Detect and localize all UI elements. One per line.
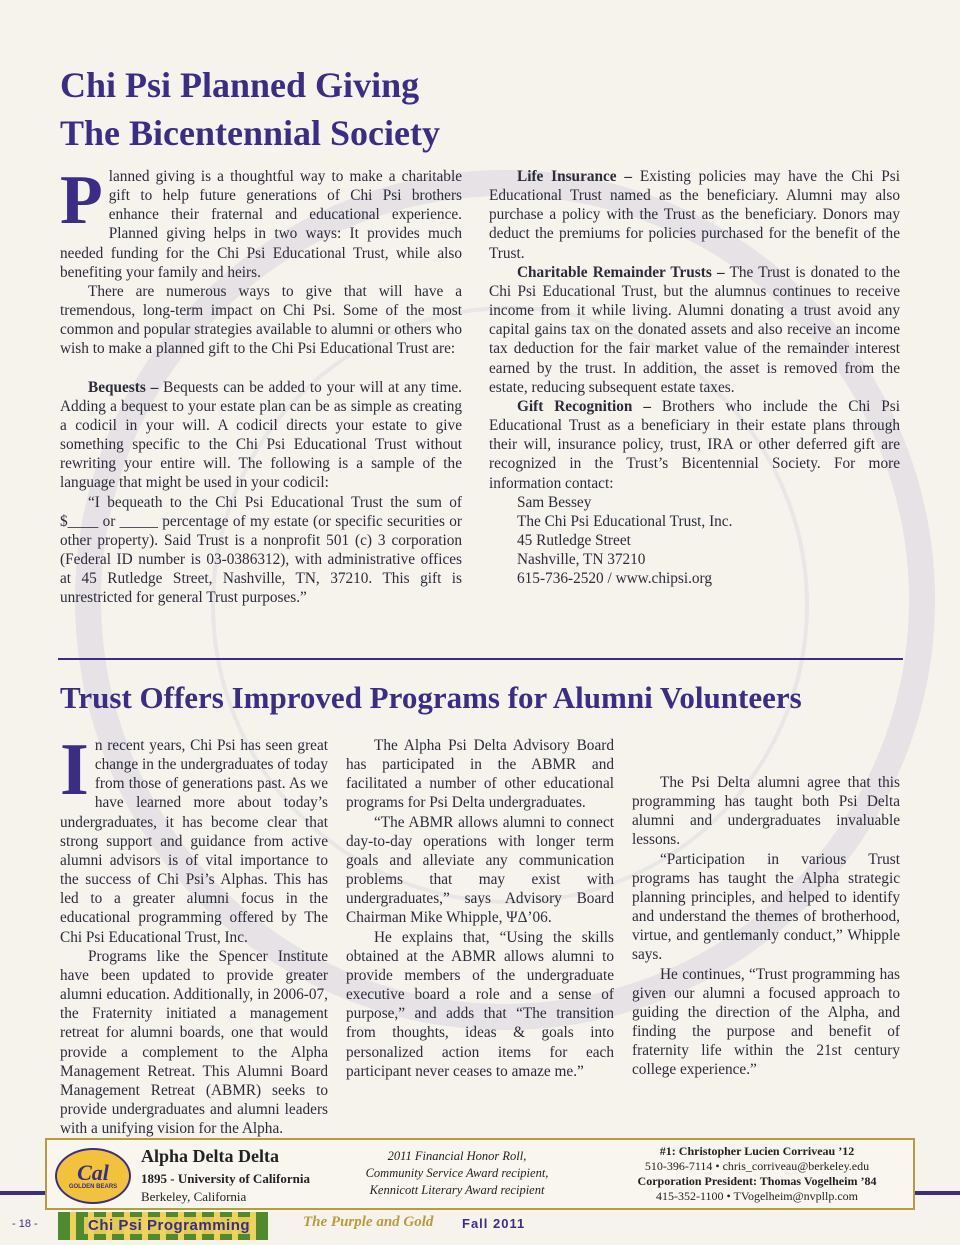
article2-column-3 xyxy=(632,773,900,1080)
chapter-contacts xyxy=(607,1144,907,1204)
gift-recognition-label: Gift Recognition – xyxy=(517,397,651,415)
life-insurance-paragraph: Life Insurance – Existing policies may have the Chi Psi Educational Trust named as the beneficiary. Alumni may also purchase a policy with the Trust as the beneficiary. Donors may deduct the premiums for policies purchased for the benefit of the Trust. xyxy=(489,168,900,262)
contact-block xyxy=(517,493,900,589)
contact-phone-web: 615-736-2520 / www.chipsi.org xyxy=(517,570,713,588)
life-insurance-label: Life Insurance – xyxy=(517,168,633,185)
publication-name: The Purple and Gold xyxy=(303,1214,434,1230)
article-title-line1: Chi Psi Planned Giving xyxy=(60,65,420,105)
drop-cap: P xyxy=(60,162,103,239)
issue-label: Fall 2011 xyxy=(462,1216,526,1231)
contact-street: 45 Rutledge Street xyxy=(517,531,631,549)
chapter-box xyxy=(45,1138,915,1210)
section-bar xyxy=(58,1212,268,1240)
article2-paragraph: He explains that, “Using the skills obtained at the ABMR allows alumni to provide members of the undergraduate executive board a role and a sense of purpose,” and adds that “The transition from thoughts, ideas & goals into personalized action items for each participant never ceases to amaze me.” xyxy=(346,928,614,1080)
cal-logo: Cal GOLDEN BEARS xyxy=(55,1148,131,1204)
article2-paragraph: Programs like the Spencer Institute have been updated to provide greater alumni education. Additionally, in 2006-07, the Fraternity initiated a management retreat for alumni boards, one that would provide a complement to the Alpha Management Retreat. This Alumni Board Management Retreat (ABMR) seeks to provide undergraduates and alumni leaders with a unifying vision for the Alpha. xyxy=(60,947,328,1138)
rank-contact: 510-396-7114 • chris_corriveau@berkeley.edu xyxy=(644,1159,870,1173)
section-label: Chi Psi Programming xyxy=(84,1217,254,1234)
president-contact: 415-352-1100 • TVogelheim@nvpllp.com xyxy=(655,1189,858,1203)
article2-intro: In recent years, Chi Psi has seen great change in the undergraduates of today from those of generations past. As we have learned more about today’s undergraduates, it has become clear that strong support and guidance from active alumni advisors is of vital importance to the success of Chi Psi’s Alphas. This has led to a greater alumni focus in the educational programming offered by The Chi Psi Educational Trust, Inc. xyxy=(60,729,328,946)
contact-city: Nashville, TN 37210 xyxy=(517,551,646,569)
chapter-name: Alpha Delta Delta xyxy=(141,1146,279,1166)
article1-column-left xyxy=(60,162,462,607)
crt-label: Charitable Remainder Trusts – xyxy=(517,263,725,281)
article1-column-right xyxy=(489,167,900,588)
section-divider xyxy=(58,658,903,660)
article2-title: Trust Offers Improved Programs for Alumni Volunteers xyxy=(60,680,802,715)
article1-paragraph: There are numerous ways to give that will have a tremendous, long-term impact on Chi Psi. Some of the most common and popular strategies available to alumni or others who wish to make a planned gift to the Chi Psi Educational Trust are: xyxy=(60,282,462,358)
contact-org: The Chi Psi Educational Trust, Inc. xyxy=(517,512,733,530)
chapter-info xyxy=(141,1146,310,1205)
article2-paragraph: “The ABMR allows alumni to connect day-to-day operations with longer term goals and alleviate any communication problems that may exist with undergraduates,” says Advisory Board Chairman Mike Whipple, ΨΔ’06. xyxy=(346,813,614,927)
drop-cap: I xyxy=(60,729,89,811)
article2-paragraph: The Alpha Psi Delta Advisory Board has participated in the ABMR and facilitated a number of other educational programs for Psi Delta undergraduates. xyxy=(346,737,614,812)
article2-column-2 xyxy=(346,736,614,1081)
article1-intro: Planned giving is a thoughtful way to make a charitable gift to help future generations of Chi Psi brothers enhance their fraternal and educational experience. Planned giving helps in two ways: It provides much needed funding for the Chi Psi Educational Trust, while also benefiting your family and heirs. xyxy=(60,162,462,281)
rank-line: #1: Christopher Lucien Corriveau ’12 xyxy=(659,1144,855,1158)
president-line: Corporation President: Thomas Vogelheim ’84 xyxy=(637,1174,877,1188)
chapter-location: Berkeley, California xyxy=(141,1189,247,1204)
article2-paragraph: The Psi Delta alumni agree that this programming has taught both Psi Delta alumni and undergraduates invaluable lessons. xyxy=(632,774,900,849)
article2-paragraph: He continues, “Trust programming has given our alumni a focused approach to guiding the direction of the Alpha, and finding the purpose and benefit of fraternity life within the 21st century college experience.” xyxy=(632,965,900,1079)
chapter-honors: 2011 Financial Honor Roll, Community Service Award recipient, Kennicott Literary Award recipient xyxy=(365,1149,549,1197)
contact-name: Sam Bessey xyxy=(517,493,592,511)
bequests-label: Bequests – xyxy=(88,378,159,396)
article-title-line2: The Bicentennial Society xyxy=(60,113,440,153)
codicil-quote: “I bequeath to the Chi Psi Educational Trust the sum of $____ or _____ percentage of my estate (or specific securities or other property). Said Trust is a nonprofit 501 (c) 3 corporation (Federal ID number is 03-0386312), with administrative offices at 45 Rutledge Street, Nashville, TN, 37210. This gift is unrestricted for general Trust purposes.” xyxy=(60,493,462,607)
gift-recognition-paragraph: Gift Recognition – Brothers who include the Chi Psi Educational Trust as a beneficiary in their estate plans through their will, insurance policy, trust, IRA or other deferred gift are recognized in the Trust’s Bicentennial Society. For more information contact: xyxy=(489,397,900,492)
article2-column-1 xyxy=(60,729,328,1138)
chapter-university: 1895 - University of California xyxy=(141,1171,310,1186)
page-number: - 18 - xyxy=(12,1218,38,1230)
bequests-paragraph: Bequests – Bequests can be added to your will at any time. Adding a bequest to your estate plan can be as simple as creating a codicil in your will. A codicil directs your estate to give something specific to the Chi Psi Educational Trust without rewriting your entire will. The following is a sample of the language that might be used in your codicil: xyxy=(60,378,462,492)
crt-paragraph: Charitable Remainder Trusts – The Trust is donated to the Chi Psi Educational Trust, but the alumnus continues to receive income from it while living. Alumni donating a trust avoid any capital gains tax on the donated assets and also receive an income tax deduction for the fair market value of the remainder interest earned by the trust. In addition, the asset is removed from the estate, reducing subsequent estate taxes. xyxy=(489,263,900,396)
article2-paragraph: “Participation in various Trust programs has taught the Alpha strategic planning principles, and helped to identify and understand the themes of brotherhood, virtue, and gentlemanly conduct,” Whipple says. xyxy=(632,850,900,964)
